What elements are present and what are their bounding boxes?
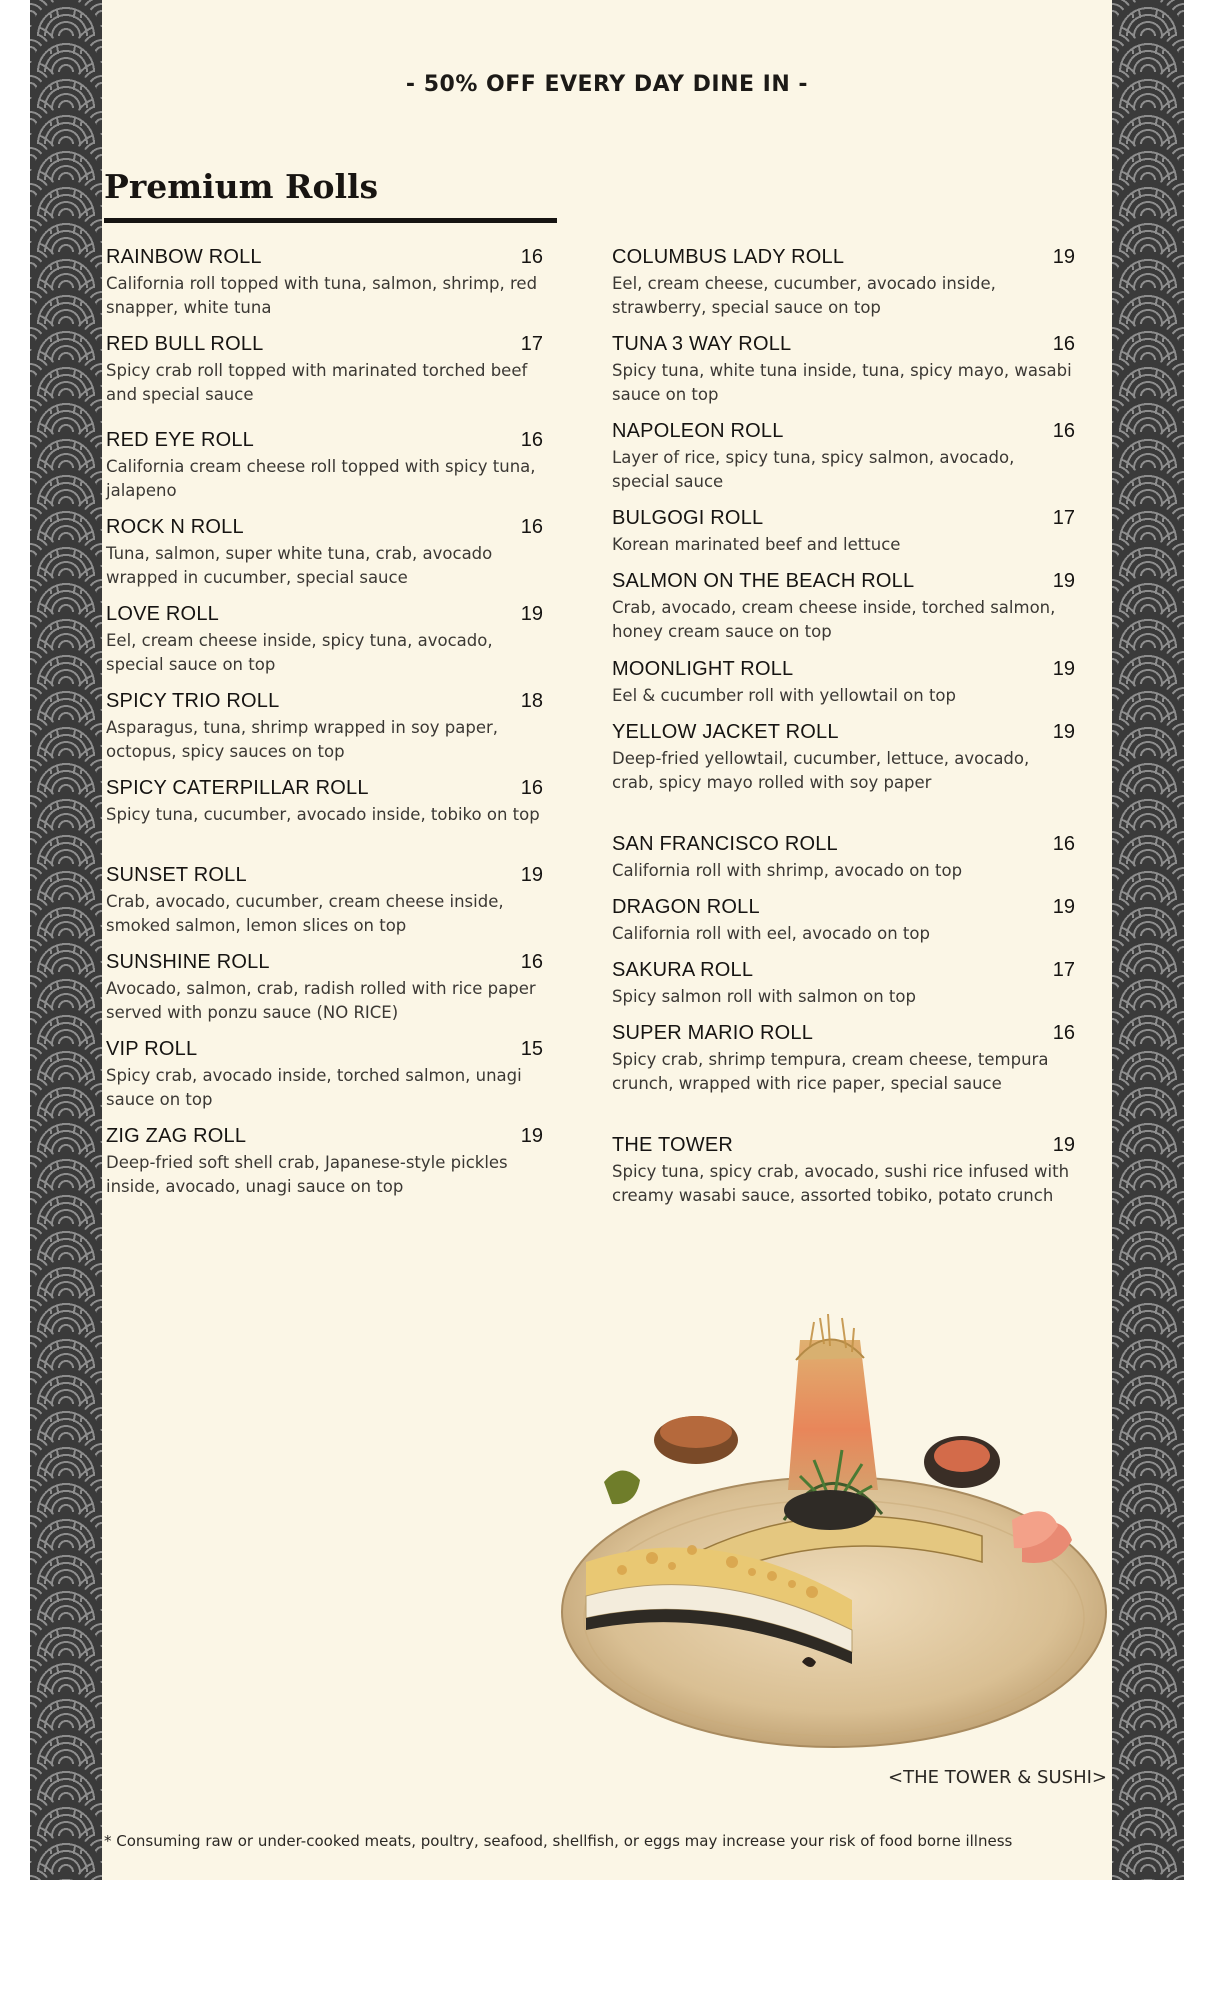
item-description: Eel, cream cheese, cucumber, avocado inside, strawberry, special sauce on top: [612, 274, 996, 317]
item-name: SPICY CATERPILLAR ROLL: [106, 777, 369, 799]
menu-item: [612, 507, 1075, 557]
item-price: 19: [520, 864, 543, 886]
item-name: NAPOLEON ROLL: [612, 420, 784, 442]
section-title: Premium Rolls: [104, 167, 379, 206]
item-name: BULGOGI ROLL: [612, 507, 764, 529]
item-name: SAKURA ROLL: [612, 959, 754, 981]
item-price: 16: [520, 777, 543, 799]
item-price: 16: [1052, 1022, 1075, 1044]
item-name: MOONLIGHT ROLL: [612, 658, 794, 680]
item-price: 16: [1052, 833, 1075, 855]
item-name: DRAGON ROLL: [612, 896, 760, 918]
item-price: 16: [1052, 420, 1075, 442]
item-price: 17: [1052, 959, 1075, 981]
item-name: COLUMBUS LADY ROLL: [612, 246, 845, 268]
item-description: Eel & cucumber roll with yellowtail on top: [612, 686, 956, 705]
item-name: SUNSHINE ROLL: [106, 951, 270, 973]
item-price: 17: [520, 333, 543, 355]
item-price: 16: [520, 246, 543, 268]
item-price: 17: [1052, 507, 1075, 529]
item-name: THE TOWER: [612, 1134, 734, 1156]
item-price: 16: [520, 429, 543, 451]
item-price: 19: [1052, 658, 1075, 680]
item-price: 16: [520, 516, 543, 538]
item-name: RED BULL ROLL: [106, 333, 264, 355]
item-description: California roll with shrimp, avocado on top: [612, 861, 963, 880]
menu-item: [106, 777, 543, 827]
menu-item: [106, 333, 543, 407]
item-name: SAN FRANCISCO ROLL: [612, 833, 838, 855]
item-description: Crab, avocado, cream cheese inside, torched salmon, honey cream sauce on top: [612, 598, 1056, 641]
menu-item: [612, 1134, 1075, 1208]
item-description: Avocado, salmon, crab, radish rolled with rice paper served with ponzu sauce (NO RICE): [106, 979, 536, 1022]
menu-item: [612, 246, 1075, 320]
item-description: Eel, cream cheese inside, spicy tuna, avocado, special sauce on top: [106, 631, 493, 674]
item-name: LOVE ROLL: [106, 603, 219, 625]
item-name: YELLOW JACKET ROLL: [612, 721, 839, 743]
item-name: ROCK N ROLL: [106, 516, 244, 538]
item-price: 18: [520, 690, 543, 712]
menu-item: [612, 721, 1075, 795]
item-name: SALMON ON THE BEACH ROLL: [612, 570, 915, 592]
item-price: 19: [1052, 721, 1075, 743]
menu-item: [106, 864, 543, 938]
item-name: SUPER MARIO ROLL: [612, 1022, 814, 1044]
menu-item: [612, 658, 1075, 708]
item-description: California cream cheese roll topped with spicy tuna, jalapeno: [106, 457, 536, 500]
menu-item: [106, 951, 543, 1025]
item-description: Spicy salmon roll with salmon on top: [612, 987, 916, 1006]
menu-item: [612, 1022, 1075, 1096]
item-name: RED EYE ROLL: [106, 429, 255, 451]
item-description: Spicy tuna, spicy crab, avocado, sushi rice infused with creamy wasabi sauce, assorted tobiko, potato crunch: [612, 1162, 1070, 1205]
item-description: Spicy tuna, white tuna inside, tuna, spicy mayo, wasabi sauce on top: [612, 361, 1072, 404]
item-description: Layer of rice, spicy tuna, spicy salmon, avocado, special sauce: [612, 448, 1015, 491]
item-price: 19: [1052, 246, 1075, 268]
item-description: Tuna, salmon, super white tuna, crab, avocado wrapped in cucumber, special sauce: [106, 544, 493, 587]
item-name: SPICY TRIO ROLL: [106, 690, 280, 712]
menu-item: [612, 333, 1075, 407]
wave-pattern-border-left: [30, 0, 102, 1880]
item-name: SUNSET ROLL: [106, 864, 247, 886]
menu-item: [612, 896, 1075, 946]
item-description: Spicy crab roll topped with marinated torched beef and special sauce: [106, 361, 528, 404]
item-description: California roll topped with tuna, salmon, shrimp, red snapper, white tuna: [106, 274, 538, 317]
item-name: TUNA 3 WAY ROLL: [612, 333, 792, 355]
item-description: California roll with eel, avocado on top: [612, 924, 930, 943]
menu-item: [106, 1125, 543, 1199]
item-price: 19: [1052, 896, 1075, 918]
item-description: Korean marinated beef and lettuce: [612, 535, 901, 554]
item-price: 16: [1052, 333, 1075, 355]
menu-item: [612, 959, 1075, 1009]
food-safety-disclaimer: * Consuming raw or under-cooked meats, poultry, seafood, shellfish, or eggs may increase your risk of food borne illness: [104, 1832, 1013, 1850]
wave-pattern-border-right: [1112, 0, 1184, 1880]
item-name: ZIG ZAG ROLL: [106, 1125, 247, 1147]
item-description: Spicy crab, shrimp tempura, cream cheese, tempura crunch, wrapped with rice paper, special sauce: [612, 1050, 1049, 1093]
item-price: 16: [520, 951, 543, 973]
item-description: Spicy crab, avocado inside, torched salmon, unagi sauce on top: [106, 1066, 522, 1109]
promo-banner: - 50% OFF EVERY DAY DINE IN -: [405, 72, 809, 97]
item-price: 19: [520, 1125, 543, 1147]
item-description: Deep-fried soft shell crab, Japanese-style pickles inside, avocado, unagi sauce on top: [106, 1153, 508, 1196]
menu-item: [106, 603, 543, 677]
item-description: Asparagus, tuna, shrimp wrapped in soy paper, octopus, spicy sauces on top: [106, 718, 499, 761]
item-name: RAINBOW ROLL: [106, 246, 262, 268]
menu-item: [106, 516, 543, 590]
menu-item: [612, 420, 1075, 494]
item-description: Crab, avocado, cucumber, cream cheese inside, smoked salmon, lemon slices on top: [106, 892, 504, 935]
menu-item: [106, 429, 543, 503]
menu-item: [612, 833, 1075, 883]
photo-caption: <THE TOWER & SUSHI>: [888, 1767, 1107, 1788]
item-price: 19: [1052, 1134, 1075, 1156]
item-description: Deep-fried yellowtail, cucumber, lettuce, avocado, crab, spicy mayo rolled with soy paper: [612, 749, 1030, 792]
item-price: 15: [520, 1038, 543, 1060]
menu-item: [106, 246, 543, 320]
title-underline: [104, 218, 557, 223]
menu-item: [106, 1038, 543, 1112]
sushi-tower-photo: [552, 1300, 1110, 1750]
menu-item: [106, 690, 543, 764]
item-description: Spicy tuna, cucumber, avocado inside, tobiko on top: [106, 805, 540, 824]
item-name: VIP ROLL: [106, 1038, 198, 1060]
item-price: 19: [520, 603, 543, 625]
item-price: 19: [1052, 570, 1075, 592]
menu-item: [612, 570, 1075, 644]
